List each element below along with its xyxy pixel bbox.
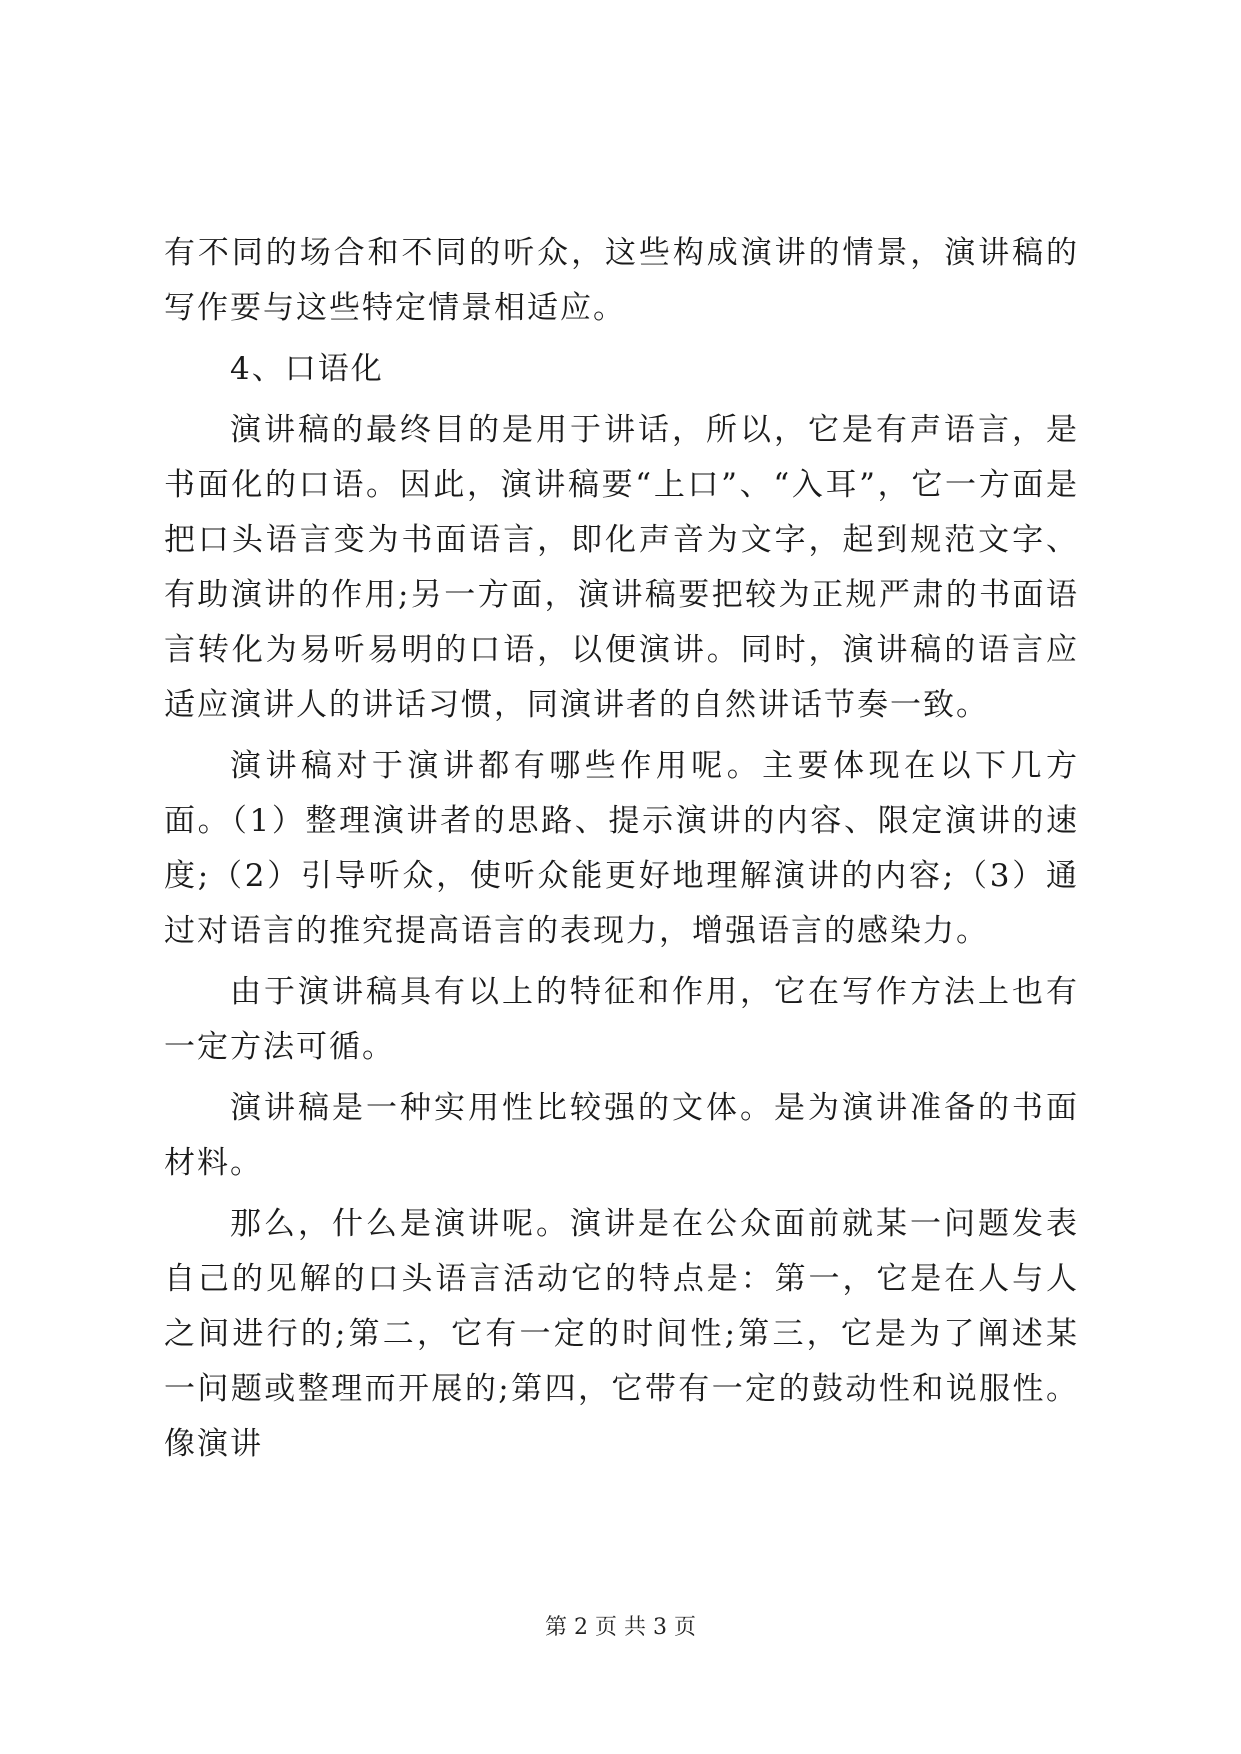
paragraph-writing-methods: 由于演讲稿具有以上的特征和作用，它在写作方法上也有一定方法可循。 [164,974,1079,1065]
page-number-footer: 第 2 页 共 3 页 [545,1615,696,1640]
paragraph-oral-language: 演讲稿的最终目的是用于讲话，所以，它是有声语言，是书面化的口语。因此，演讲稿要“上口”、“入耳”，它一方面是把口头语言变为书面语言，即化声音为文字，起到规范文字、有助演讲的作用;另一方面，演讲稿要把较为正规严肃的书面语言转化为易听易明的口语，以便演讲。同时，演讲稿的语言应适应演讲人的讲话习惯，同演讲者的自然讲话节奏一致。 [164,412,1079,723]
paragraph-what-is-speech: 那么，什么是演讲呢。演讲是在公众面前就某一问题发表自己的见解的口头语言活动它的特点是：第一，它是在人与人之间进行的;第二，它有一定的时间性;第三，它是为了阐述某一问题或整理而开展的;第四，它带有一定的鼓动性和说服性。像演讲 [164,1206,1079,1462]
paragraph-speech-functions: 演讲稿对于演讲都有哪些作用呢。主要体现在以下几方面。（1）整理演讲者的思路、提示演讲的内容、限定演讲的速度;（2）引导听众，使听众能更好地理解演讲的内容;（3）通过对语言的推究提高语言的表现力，增强语言的感染力。 [164,748,1079,949]
paragraph-practical-style: 演讲稿是一种实用性比较强的文体。是为演讲准备的书面材料。 [164,1090,1079,1181]
paragraph-continuation: 有不同的场合和不同的听众，这些构成演讲的情景，演讲稿的写作要与这些特定情景相适应。 [164,235,1079,326]
section-heading-oral: 4、口语化 [230,351,384,387]
document-body [164,226,1079,1478]
